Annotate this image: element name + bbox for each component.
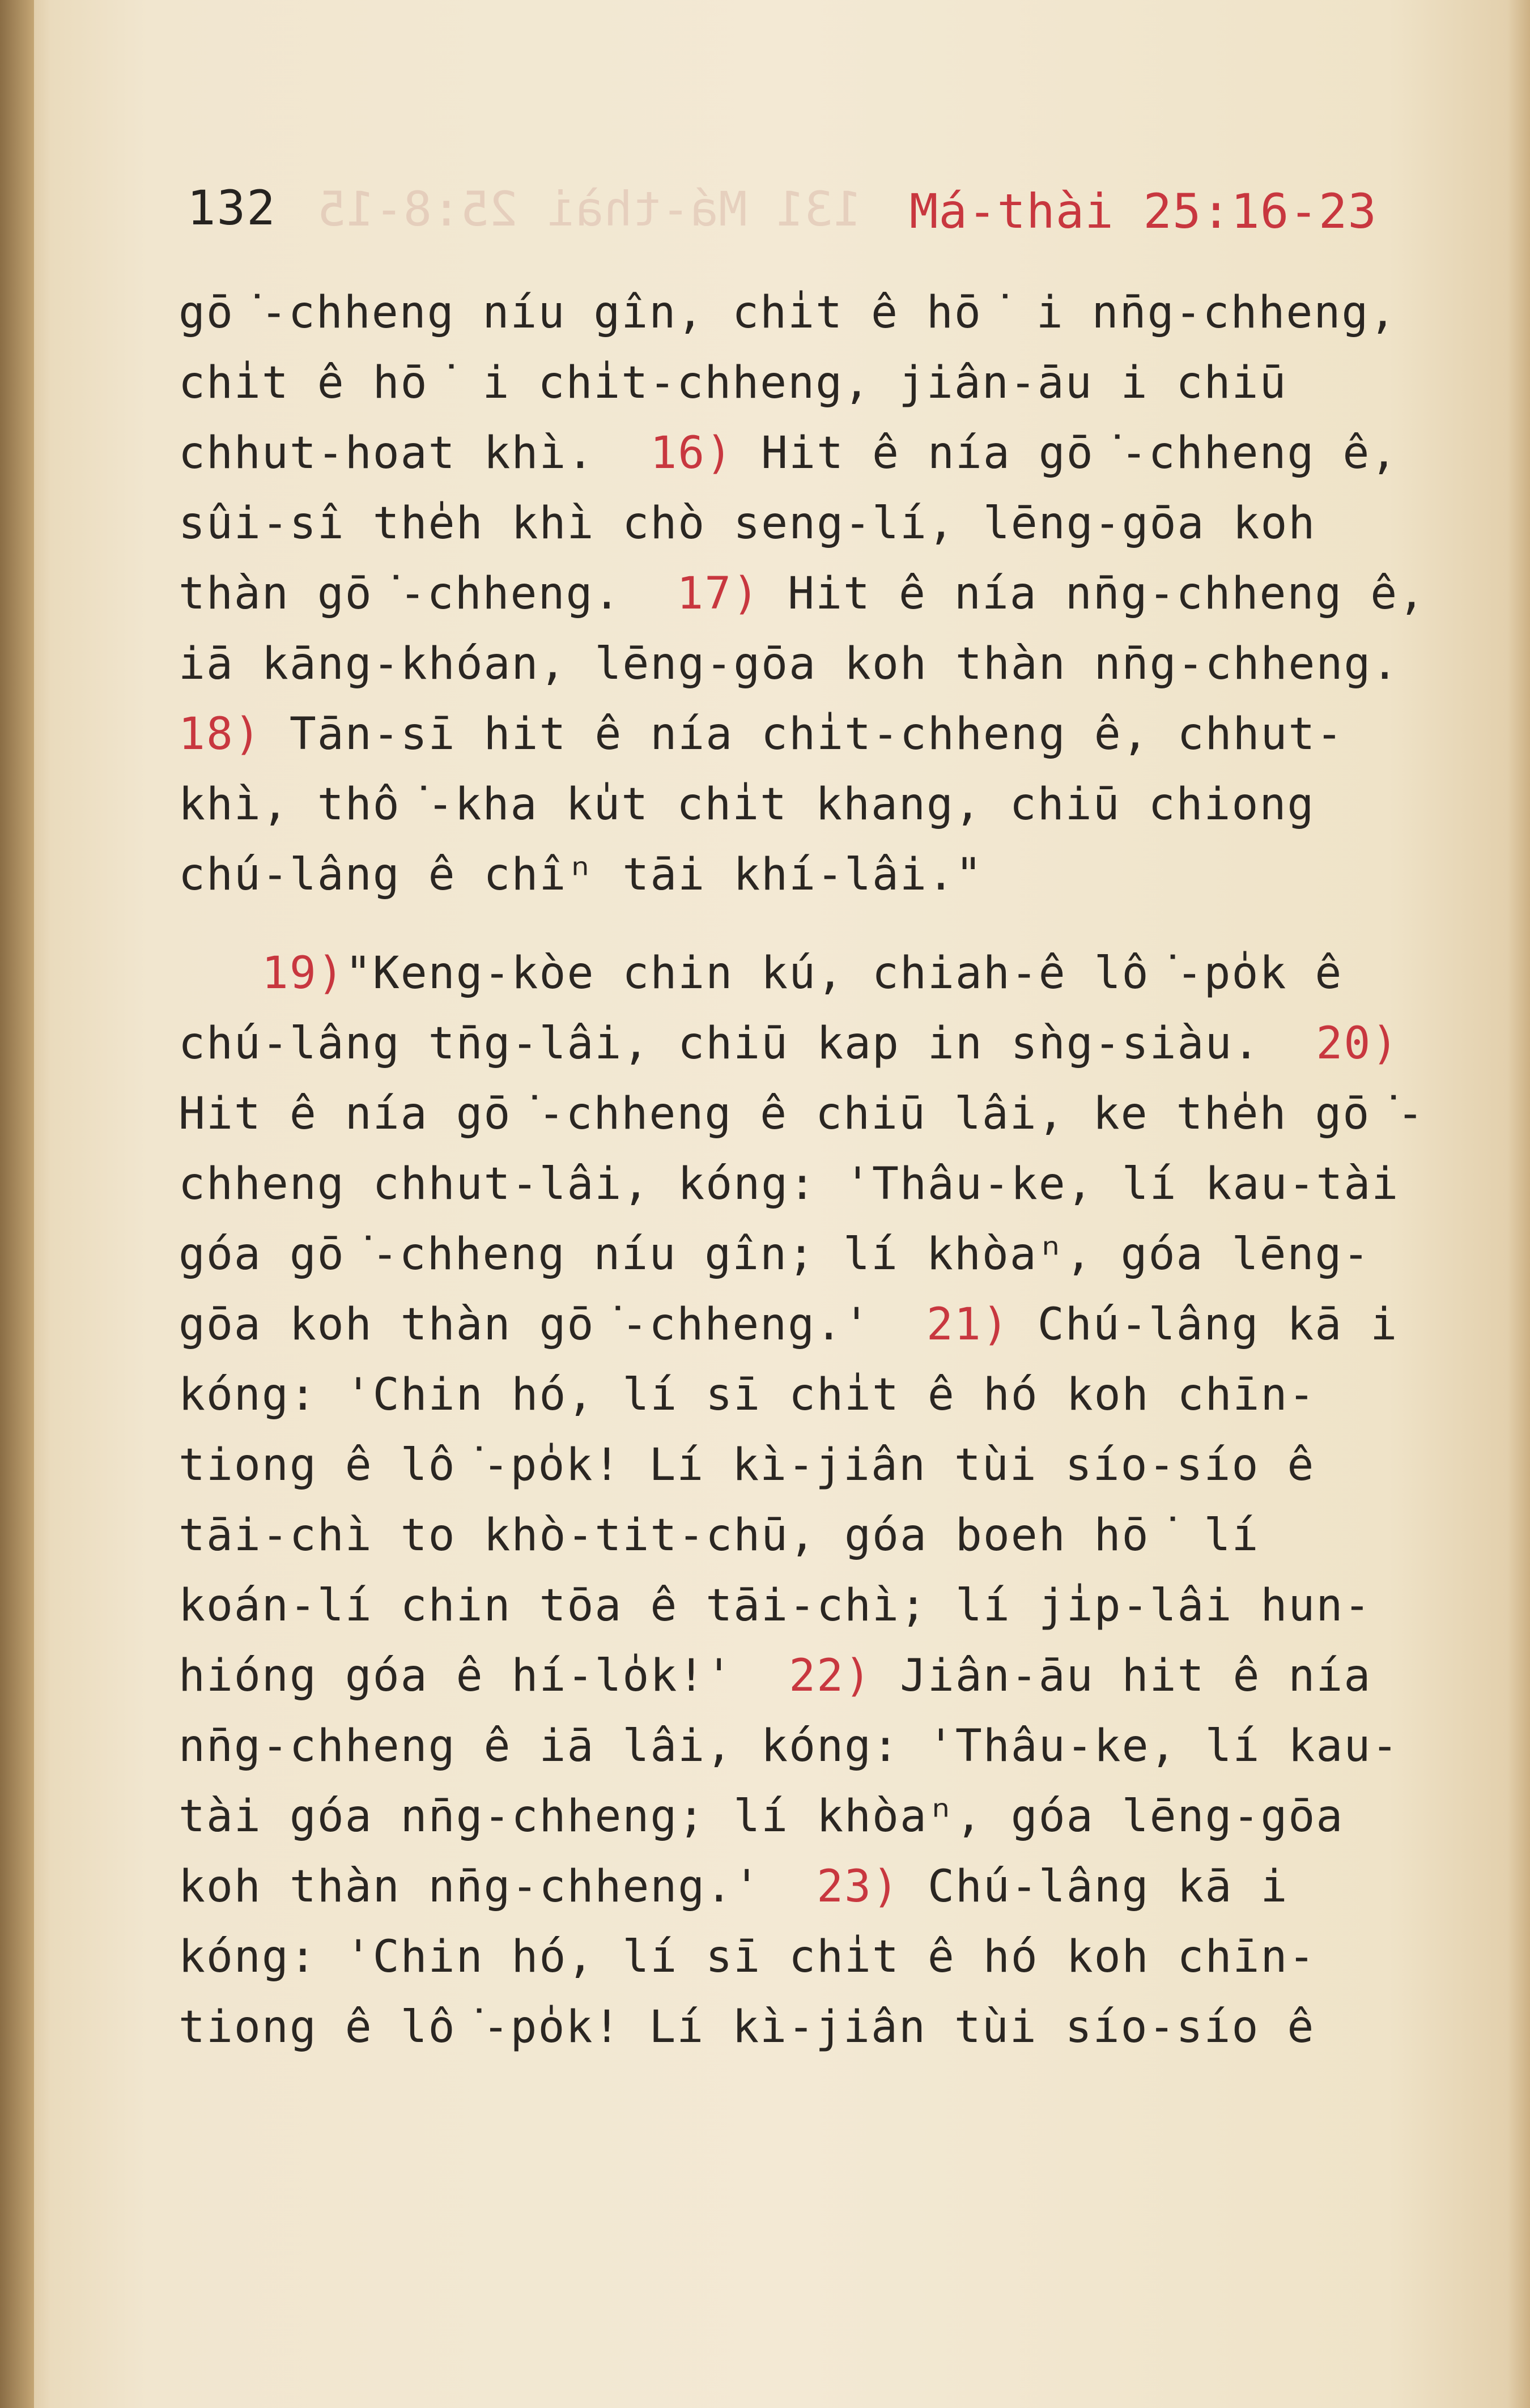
text-line [178, 1571, 1493, 1641]
verse-text: "Keng-kòe chin kú, chiah-ê lô͘-po̍k ê [345, 948, 1343, 999]
verse-text: gōa koh thàn gō͘-chheng.' [178, 1299, 926, 1350]
verse-text: tài góa nn̄g-chheng; lí khòaⁿ, góa lēng-gōa [178, 1791, 1344, 1842]
bleed-through-text: 131 Má-thài 25:8-15 [317, 181, 862, 237]
text-line [178, 629, 1493, 699]
text-line [178, 840, 1493, 910]
verse-text: thàn gō͘-chheng. [178, 568, 677, 619]
text-line [178, 1009, 1493, 1079]
verse-text: chi̍t ê hō͘ i chi̍t-chheng, jiân-āu i chiū [178, 358, 1287, 409]
verse-number: 18) [178, 709, 262, 760]
verse-text: gō͘-chheng níu gîn, chi̍t ê hō͘ i nn̄g-chheng, [178, 287, 1397, 338]
text-line [178, 1219, 1493, 1290]
verse-text: chú-lâng tn̄g-lâi, chiū kap in sǹg-siàu. [178, 1018, 1316, 1069]
text-line [178, 488, 1493, 559]
running-head: Má-thài 25:16-23 [909, 184, 1377, 239]
text-line [178, 1149, 1493, 1219]
verse-text: khì, thô͘-kha ku̍t chi̍t khang, chiū chiong [178, 779, 1315, 830]
verse-text: iā kāng-khóan, lēng-gōa koh thàn nn̄g-chheng. [178, 639, 1400, 690]
verse-text: kóng: 'Chin hó, lí sī chi̍t ê hó koh chīn- [178, 1931, 1316, 1982]
text-line [178, 938, 1493, 1009]
verse-text: chú-lâng ê chîⁿ tāi khí-lâi." [178, 849, 983, 900]
verse-text: nn̄g-chheng ê iā lâi, kóng: 'Thâu-ke, lí kau- [178, 1721, 1400, 1772]
verse-text: Tān-sī hit ê nía chi̍t-chheng ê, chhut- [261, 709, 1344, 760]
verse-text: hióng góa ê hí-lo̍k!' [178, 1650, 789, 1701]
verse-text: tiong ê lô͘-po̍k! Lí kì-jiân tùi sío-sío ê [178, 2002, 1315, 2053]
text-line [178, 699, 1493, 769]
text-line [178, 1500, 1493, 1571]
verse-text: góa gō͘-chheng níu gîn; lí khòaⁿ, góa lēng- [178, 1229, 1371, 1280]
verse-number: 16) [650, 428, 734, 479]
verse-text: Chú-lâng kā i [1009, 1299, 1399, 1350]
text-line [178, 1641, 1493, 1711]
verse-text: Jiân-āu hit ê nía [872, 1650, 1372, 1701]
text-line [178, 348, 1493, 418]
verse-text [178, 948, 262, 999]
verse-text: chhut-hoat khì. [178, 428, 651, 479]
verse-number: 21) [926, 1299, 1010, 1350]
verse-text: Hit ê nía gō͘-chheng ê, [733, 428, 1399, 479]
verse-number: 17) [677, 568, 760, 619]
text-line [178, 1290, 1493, 1360]
verse-text: chheng chhut-lâi, kóng: 'Thâu-ke, lí kau-tài [178, 1159, 1400, 1210]
text-line [178, 769, 1493, 840]
text-line [178, 1992, 1493, 2062]
verse-text: sûi-sî the̍h khì chò seng-lí, lēng-gōa koh [178, 498, 1316, 549]
verse-number: 23) [817, 1861, 900, 1912]
page-number: 132 [187, 180, 277, 236]
verse-text: Hit ê nía nn̄g-chheng ê, [760, 568, 1426, 619]
verse-number: 20) [1316, 1018, 1400, 1069]
text-line [178, 1922, 1493, 1992]
text-line [178, 1360, 1493, 1430]
text-line [178, 1430, 1493, 1500]
verse-text: koán-lí chin tōa ê tāi-chì; lí ji̍p-lâi hun- [178, 1580, 1372, 1631]
page-header [187, 180, 1377, 254]
verse-text: tāi-chì to khò-tit-chū, góa boeh hō͘ lí [178, 1510, 1260, 1561]
text-line [178, 1852, 1493, 1922]
verse-text: tiong ê lô͘-po̍k! Lí kì-jiân tùi sío-sío ê [178, 1440, 1315, 1491]
verse-text: koh thàn nn̄g-chheng.' [178, 1861, 817, 1912]
verse-text: kóng: 'Chin hó, lí sī chi̍t ê hó koh chīn- [178, 1369, 1316, 1420]
text-line [178, 1711, 1493, 1781]
text-line [178, 1079, 1493, 1149]
text-line [178, 559, 1493, 629]
text-line [178, 1781, 1493, 1852]
verse-number: 22) [789, 1650, 873, 1701]
text-line [178, 418, 1493, 488]
verse-text: Hit ê nía gō͘-chheng ê chiū lâi, ke the̍h gō͘- [178, 1088, 1425, 1139]
text-line [178, 278, 1493, 348]
verse-number: 19) [261, 948, 345, 999]
scripture-text [178, 278, 1493, 2062]
verse-text: Chú-lâng kā i [899, 1861, 1289, 1912]
